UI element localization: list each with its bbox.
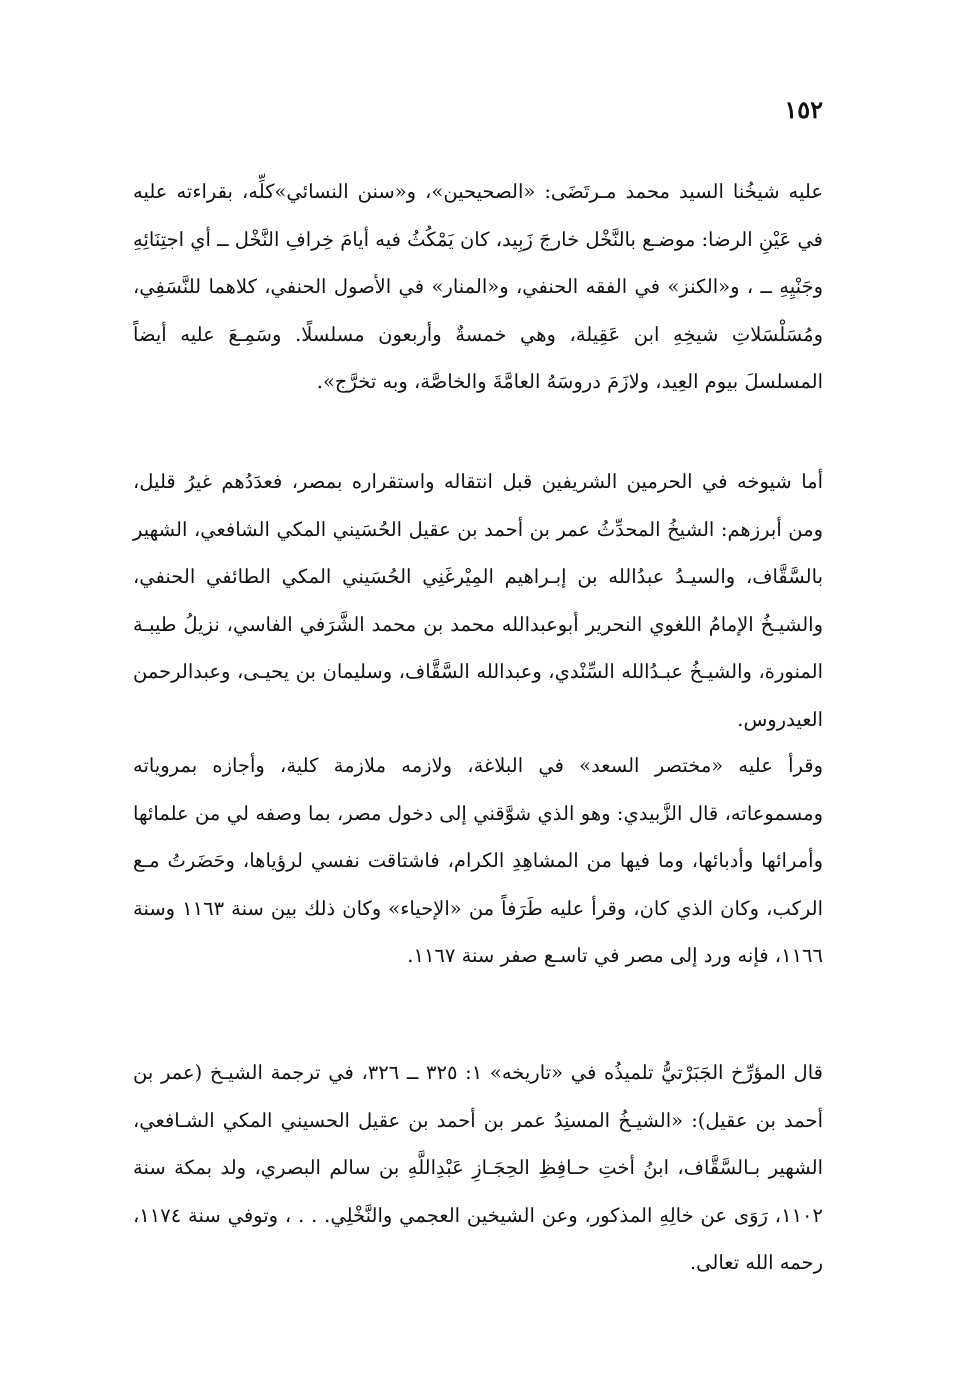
paragraph-3-text: وقرأ عليه «مختصر السعد» في البلاغة، ولازمه ملازمة كلية، وأجازه بمروياته ومسموعاته، قال الزَّبيدي: وهو الذي شوَّقني إلى دخول مصر، بما وصفه لي من علمائها وأمرائها وأدبائها، وما فيها من المشاهِدِ الكرام، فاشتاقت نفسي لرؤياها، وحَضَرتُ مـع الركب، وكان الذي كان، وقرأ عليه طَرَفاً من «الإحياء» وكان ذلك بين سنة ١١٦٣ وسنة ١١٦٦، فإنه ورد إلى مصر في تاسـع صفر سنة ١١٦٧. xyxy=(133,754,823,967)
paragraph-2 xyxy=(133,458,823,743)
page-number: ١٥٢ xyxy=(784,95,823,124)
paragraph-1 xyxy=(133,168,823,406)
paragraph-2-text: أما شيوخه في الحرمين الشريفين قبل انتقاله واستقراره بمصر، فعدَدُهم غيرُ قليل، ومن أبرزهم: الشيخُ المحدِّثُ عمر بن أحمد بن عقيل الحُسَيني المكي الشافعي، الشهير بالسَّقَّاف، والسيـدُ عبدُالله بن إبـراهيم المِيْرغَنِي الحُسَيني المكي الطائفي الحنفي، والشيـخُ الإمامُ اللغوي النحرير أبوعبدالله محمد بن محمد الشَّرَفي الفاسي، نزيلُ طيبـة المنورة، والشيـخُ عبـدُالله السِّنْدي، وعبدالله السَّقَّاف، وسليمان بن يحيـى، وعبدالرحمن العيدروس. xyxy=(133,470,823,731)
paragraph-3 xyxy=(133,742,823,980)
paragraph-1-text: عليه شيخُنا السيد محمد مـرتَضَى: «الصحيحين»، و«سنن النسائي»كلِّه، بقراءته عليه في عَيْنِ الرضا: موضـع بالنَّخْل خارجَ زَبِيد، كان يَمْكُثُ فيه أيامَ خِرافِ النَّخْل ــ أي اجتِنَائِهِ وجَنْيِهِ ــ ، و«الكنز» في الفقه الحنفي، و«المنار» في الأصول الحنفي، كلاهما للنَّسَفِي، ومُسَلْسَلاتِ شيخِهِ ابن عَقِيلة، وهي خمسةٌ وأربعون مسلسلًا. وسَمِـعَ عليه أيضاً المسلسلَ بيوم العِيد، ولازَمَ دروسَهُ العامَّةَ والخاصَّة، وبه تخرَّج». xyxy=(133,180,823,393)
paragraph-4-text: قال المؤرِّخ الجَبَرْتيُّ تلميذُه في «تاريخه» ١: ٣٢٥ ــ ٣٢٦، في ترجمة الشيـخ (عمر بن أحمد بن عقيل): «الشيـخُ المسنِدُ عمر بن أحمد بن عقيل الحسيني المكي الشـافعي، الشهير بـالسَّقَّاف، ابنُ أختِ حـافِظِ الحِجَـازِ عَبْدِاللَّهِ بن سالم البصري، ولد بمكة سنة ١١٠٢، رَوَى عن خالِهِ المذكور، وعن الشيخين العجمي والنَّخْلِي. . . ، وتوفي سنة ١١٧٤، رحمه الله تعالى. xyxy=(133,1061,823,1274)
paragraph-4 xyxy=(133,1049,823,1287)
